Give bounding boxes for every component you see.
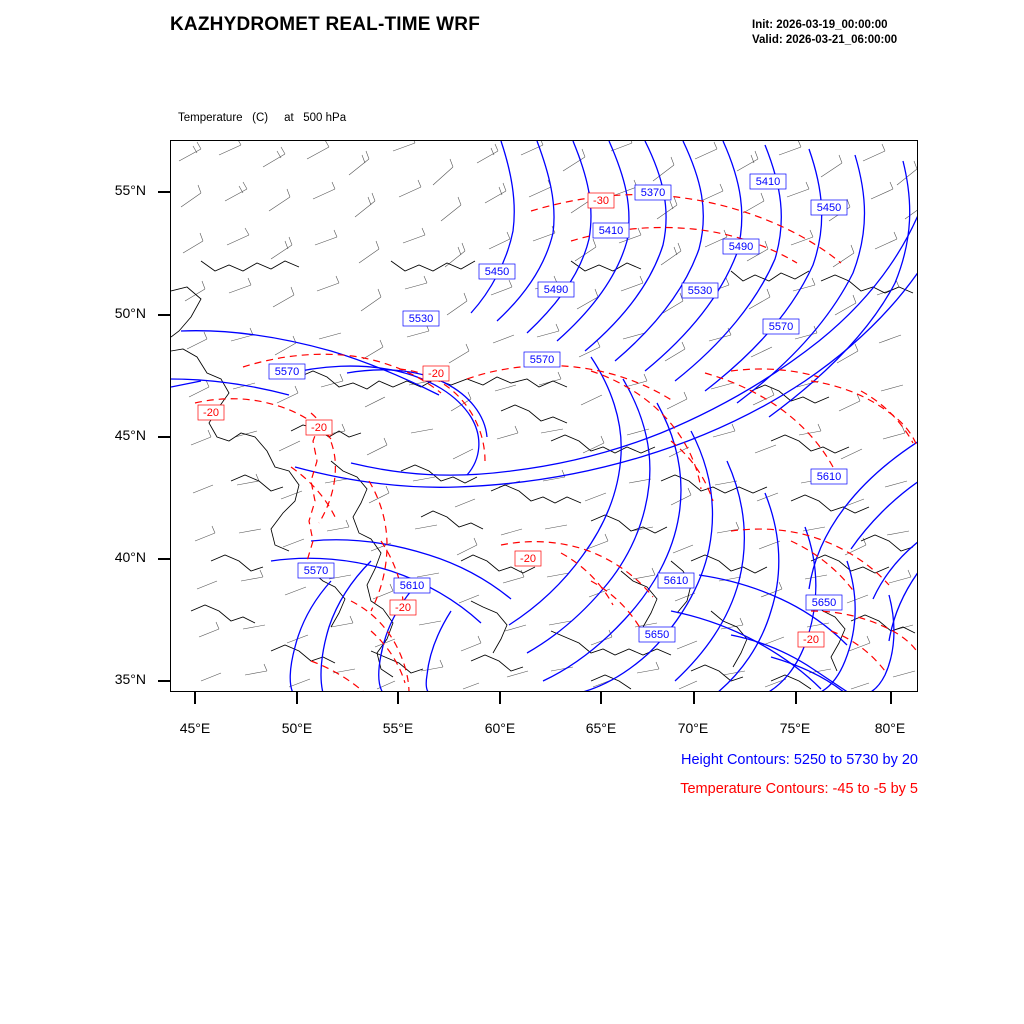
y-tick-label: 55°N	[114, 182, 146, 198]
svg-text:5450: 5450	[484, 266, 510, 278]
x-tick-label: 80°E	[874, 720, 906, 736]
svg-text:-20: -20	[428, 368, 444, 380]
x-tick-label: 75°E	[779, 720, 811, 736]
svg-text:5570: 5570	[274, 366, 300, 378]
coastline-layer	[171, 261, 915, 689]
svg-text:5610: 5610	[816, 471, 842, 483]
svg-text:5490: 5490	[728, 241, 754, 253]
svg-text:5490: 5490	[543, 284, 569, 296]
y-tick-label: 40°N	[114, 549, 146, 565]
x-tick-mark	[795, 692, 797, 704]
svg-text:-20: -20	[803, 634, 819, 646]
svg-text:5570: 5570	[768, 321, 794, 333]
svg-text:5570: 5570	[303, 565, 329, 577]
y-tick-label: 45°N	[114, 427, 146, 443]
x-tick-label: 70°E	[677, 720, 709, 736]
contour-map-svg	[171, 141, 918, 692]
legend-height: Height Contours: 5250 to 5730 by 20	[681, 752, 918, 768]
legend-temperature: Temperature Contours: -45 to -5 by 5	[680, 781, 918, 797]
variable-temperature: Temperature (C) at 500 hPa	[178, 112, 347, 124]
x-tick-label: 60°E	[484, 720, 516, 736]
init-time: Init: 2026-03-19_00:00:00	[752, 19, 888, 31]
y-tick-mark	[158, 191, 170, 193]
y-tick-label: 35°N	[114, 671, 146, 687]
svg-text:5410: 5410	[598, 225, 624, 237]
x-tick-label: 55°E	[382, 720, 414, 736]
x-tick-label: 45°E	[179, 720, 211, 736]
svg-text:5410: 5410	[755, 176, 781, 188]
map-plot[interactable]	[170, 140, 918, 692]
svg-text:-20: -20	[203, 407, 219, 419]
x-tick-label: 50°E	[281, 720, 313, 736]
x-tick-mark	[499, 692, 501, 704]
run-time-block	[752, 18, 897, 48]
svg-text:5610: 5610	[399, 580, 425, 592]
x-tick-mark	[296, 692, 298, 704]
svg-text:-20: -20	[311, 422, 327, 434]
svg-text:5530: 5530	[408, 313, 434, 325]
y-tick-mark	[158, 680, 170, 682]
x-tick-mark	[693, 692, 695, 704]
x-tick-label: 65°E	[585, 720, 617, 736]
svg-text:5530: 5530	[687, 285, 713, 297]
svg-text:5570: 5570	[529, 354, 555, 366]
svg-text:-20: -20	[520, 553, 536, 565]
temperature-contour-layer	[195, 195, 918, 692]
y-tick-mark	[158, 436, 170, 438]
valid-time: Valid: 2026-03-21_06:00:00	[752, 34, 898, 46]
page-title: KAZHYDROMET REAL-TIME WRF	[170, 14, 481, 35]
x-tick-mark	[600, 692, 602, 704]
y-tick-mark	[158, 558, 170, 560]
svg-text:5610: 5610	[663, 575, 689, 587]
y-tick-mark	[158, 314, 170, 316]
svg-text:-30: -30	[593, 195, 609, 207]
svg-text:5650: 5650	[811, 597, 837, 609]
plot-frame	[170, 140, 918, 692]
svg-text:-20: -20	[395, 602, 411, 614]
y-tick-label: 50°N	[114, 305, 146, 321]
svg-text:5370: 5370	[640, 187, 666, 199]
svg-text:5650: 5650	[644, 629, 670, 641]
x-tick-mark	[194, 692, 196, 704]
x-tick-mark	[397, 692, 399, 704]
svg-text:5450: 5450	[816, 202, 842, 214]
x-tick-mark	[890, 692, 892, 704]
